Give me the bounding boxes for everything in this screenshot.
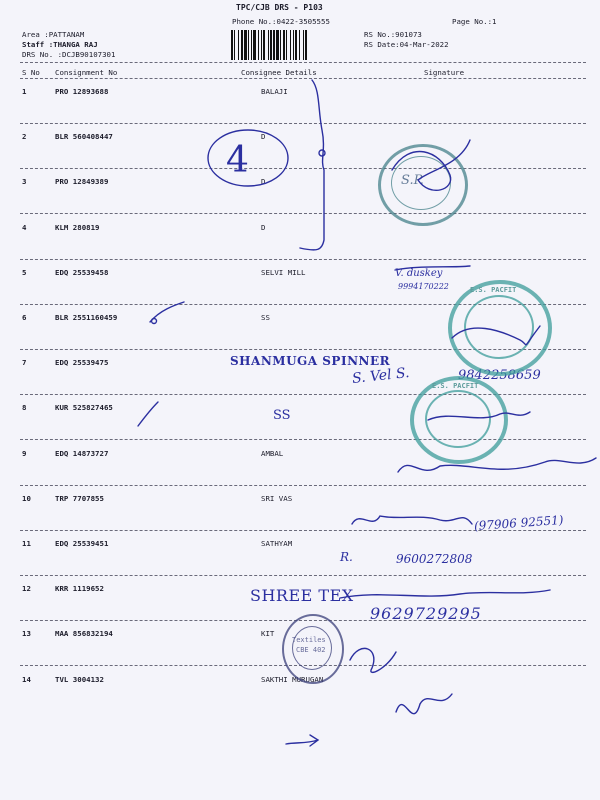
row-divider bbox=[20, 485, 586, 486]
row-consignee-details: SAKTHI MURUGAN bbox=[261, 675, 324, 684]
row10-handwritten-phone: (97906 92551) bbox=[473, 512, 564, 534]
row-divider bbox=[20, 575, 586, 576]
row13-stamp-text: Textiles bbox=[292, 636, 326, 644]
col-header-consignee: Consignee Details bbox=[241, 68, 317, 77]
row-consignment-number: PRO 12893688 bbox=[55, 87, 109, 96]
long-bracket-stroke bbox=[300, 80, 324, 250]
barcode-bar bbox=[231, 30, 233, 60]
barcode-bar bbox=[290, 30, 291, 60]
row-divider bbox=[20, 123, 586, 124]
arrow-stroke bbox=[286, 735, 318, 746]
row-consignment-number: TVL 3004132 bbox=[55, 675, 104, 684]
row13-signature-stroke bbox=[350, 648, 396, 672]
row-consignment-number: BLR 560408447 bbox=[55, 132, 113, 141]
area-label: Area :PATTANAM bbox=[22, 30, 85, 39]
row3-stamp bbox=[378, 144, 468, 226]
barcode-bar bbox=[273, 30, 275, 60]
barcode-graphic bbox=[230, 30, 356, 62]
barcode-bar bbox=[295, 30, 297, 60]
column-divider bbox=[20, 78, 586, 79]
row14-signature-stroke bbox=[396, 694, 452, 714]
row-consignment-number: TRP 7707855 bbox=[55, 494, 104, 503]
row-consignee-details: D bbox=[261, 177, 266, 186]
row-serial-number: 3 bbox=[22, 177, 27, 186]
barcode-bar bbox=[276, 30, 279, 60]
row-consignment-number: KRR 1119652 bbox=[55, 584, 104, 593]
circled-number: 4 bbox=[226, 140, 249, 181]
row-serial-number: 8 bbox=[22, 403, 27, 412]
row-consignment-number: EDQ 25539451 bbox=[55, 539, 109, 548]
row-consignee-details: AMBAL bbox=[261, 449, 284, 458]
row6-stamp-text: E.S. PACFIT bbox=[470, 286, 517, 294]
row8-stamp-text: E.S. PACFIT bbox=[432, 382, 479, 390]
row5-handwritten-name: V. duskey bbox=[395, 268, 443, 279]
row3-stamp-text: S.P. bbox=[401, 173, 424, 188]
barcode-bar bbox=[293, 30, 294, 60]
row-consignment-number: PRO 12849389 bbox=[55, 177, 109, 186]
barcode-bar bbox=[244, 30, 247, 60]
drs-number: DRS No. :DCJB90107301 bbox=[22, 50, 116, 59]
row-consignment-number: EDQ 25539458 bbox=[55, 268, 109, 277]
barcode bbox=[230, 30, 356, 62]
col-header-sno: S No bbox=[22, 68, 40, 77]
row9-signature-stroke bbox=[398, 458, 596, 472]
col-header-signature: Signature bbox=[424, 68, 465, 77]
row6-stamp bbox=[448, 280, 552, 376]
row7-handwritten-name: SHANMUGA SPINNER bbox=[230, 354, 391, 368]
row7-handwritten-signature: S. Vel S. bbox=[351, 365, 411, 387]
row-consignment-number: MAA 856832194 bbox=[55, 629, 113, 638]
row-serial-number: 5 bbox=[22, 268, 27, 277]
row5-handwritten-phone: 9994170222 bbox=[398, 282, 449, 291]
col-header-consignment: Consignment No bbox=[55, 68, 118, 77]
barcode-bar bbox=[258, 30, 259, 60]
row-consignment-number: BLR 2551160459 bbox=[55, 313, 118, 322]
header-divider bbox=[20, 62, 586, 63]
row-consignment-number: EDQ 25539475 bbox=[55, 358, 109, 367]
row-consignee-details: BALAJI bbox=[261, 87, 288, 96]
rs-date: RS Date:04-Mar-2022 bbox=[364, 40, 449, 49]
row-consignment-number: KUR 525827465 bbox=[55, 403, 113, 412]
barcode-bar bbox=[238, 30, 239, 60]
row-serial-number: 10 bbox=[22, 494, 31, 503]
row-serial-number: 2 bbox=[22, 132, 27, 141]
row-consignee-details: KIT bbox=[261, 629, 275, 638]
barcode-bar bbox=[305, 30, 307, 60]
barcode-bar bbox=[251, 30, 252, 60]
rs-number: RS No.:901073 bbox=[364, 30, 422, 39]
barcode-bar bbox=[283, 30, 285, 60]
bracket-dot bbox=[319, 150, 325, 156]
row-serial-number: 7 bbox=[22, 358, 27, 367]
row-serial-number: 12 bbox=[22, 584, 31, 593]
row-serial-number: 6 bbox=[22, 313, 27, 322]
staff-label: Staff :THANGA RAJ bbox=[22, 40, 98, 49]
row-consignee-details: SATHYAM bbox=[261, 539, 293, 548]
row-consignment-number: KLM 280819 bbox=[55, 223, 100, 232]
barcode-bar bbox=[241, 30, 243, 60]
barcode-bar bbox=[234, 30, 235, 60]
row-serial-number: 13 bbox=[22, 629, 31, 638]
barcode-bar bbox=[280, 30, 281, 60]
row13-stamp-code: CBE 402 bbox=[296, 646, 326, 654]
barcode-bar bbox=[261, 30, 262, 60]
row-consignee-details: SRI VAS bbox=[261, 494, 293, 503]
row-serial-number: 14 bbox=[22, 675, 31, 684]
barcode-bar bbox=[270, 30, 272, 60]
row8-stamp bbox=[410, 376, 508, 464]
row-consignee-details: SS bbox=[261, 313, 270, 322]
row-divider bbox=[20, 168, 586, 169]
row-serial-number: 1 bbox=[22, 87, 27, 96]
row12-strike-stroke bbox=[340, 590, 550, 598]
row-serial-number: 4 bbox=[22, 223, 27, 232]
row12-handwritten-phone: 9629729295 bbox=[370, 604, 482, 623]
row7-handwritten-phone: 9842258659 bbox=[458, 368, 541, 383]
row13-stamp bbox=[282, 614, 344, 684]
row12-handwritten-name: SHREE TEX bbox=[250, 586, 354, 605]
row-consignee-details: SELVI MILL bbox=[261, 268, 306, 277]
document-title: TPC/CJB DRS - P103 bbox=[236, 3, 323, 12]
row-serial-number: 9 bbox=[22, 449, 27, 458]
row-consignment-number: EDQ 14873727 bbox=[55, 449, 109, 458]
barcode-bar bbox=[263, 30, 265, 60]
row8-handwritten-mark: SS bbox=[273, 408, 291, 423]
row10-signature-stroke bbox=[352, 516, 472, 524]
row11-handwritten-phone: 9600272808 bbox=[396, 552, 473, 566]
phone-number: Phone No.:0422-3505555 bbox=[232, 17, 330, 26]
barcode-bar bbox=[303, 30, 304, 60]
row6-tick-stroke bbox=[150, 302, 184, 322]
row8-tick-stroke bbox=[138, 402, 158, 426]
barcode-bar bbox=[299, 30, 300, 60]
barcode-bar bbox=[253, 30, 256, 60]
row-serial-number: 11 bbox=[22, 539, 31, 548]
barcode-bar bbox=[268, 30, 269, 60]
row-consignee-details: D bbox=[261, 132, 266, 141]
barcode-bar bbox=[248, 30, 249, 60]
barcode-bar bbox=[286, 30, 287, 60]
row-divider bbox=[20, 259, 586, 260]
row11-handwritten-signature: R. bbox=[340, 550, 353, 564]
page-number: Page No.:1 bbox=[452, 17, 497, 26]
row6-dot bbox=[152, 319, 157, 324]
row-divider bbox=[20, 213, 586, 214]
row-consignee-details: D bbox=[261, 223, 266, 232]
row-divider bbox=[20, 394, 586, 395]
